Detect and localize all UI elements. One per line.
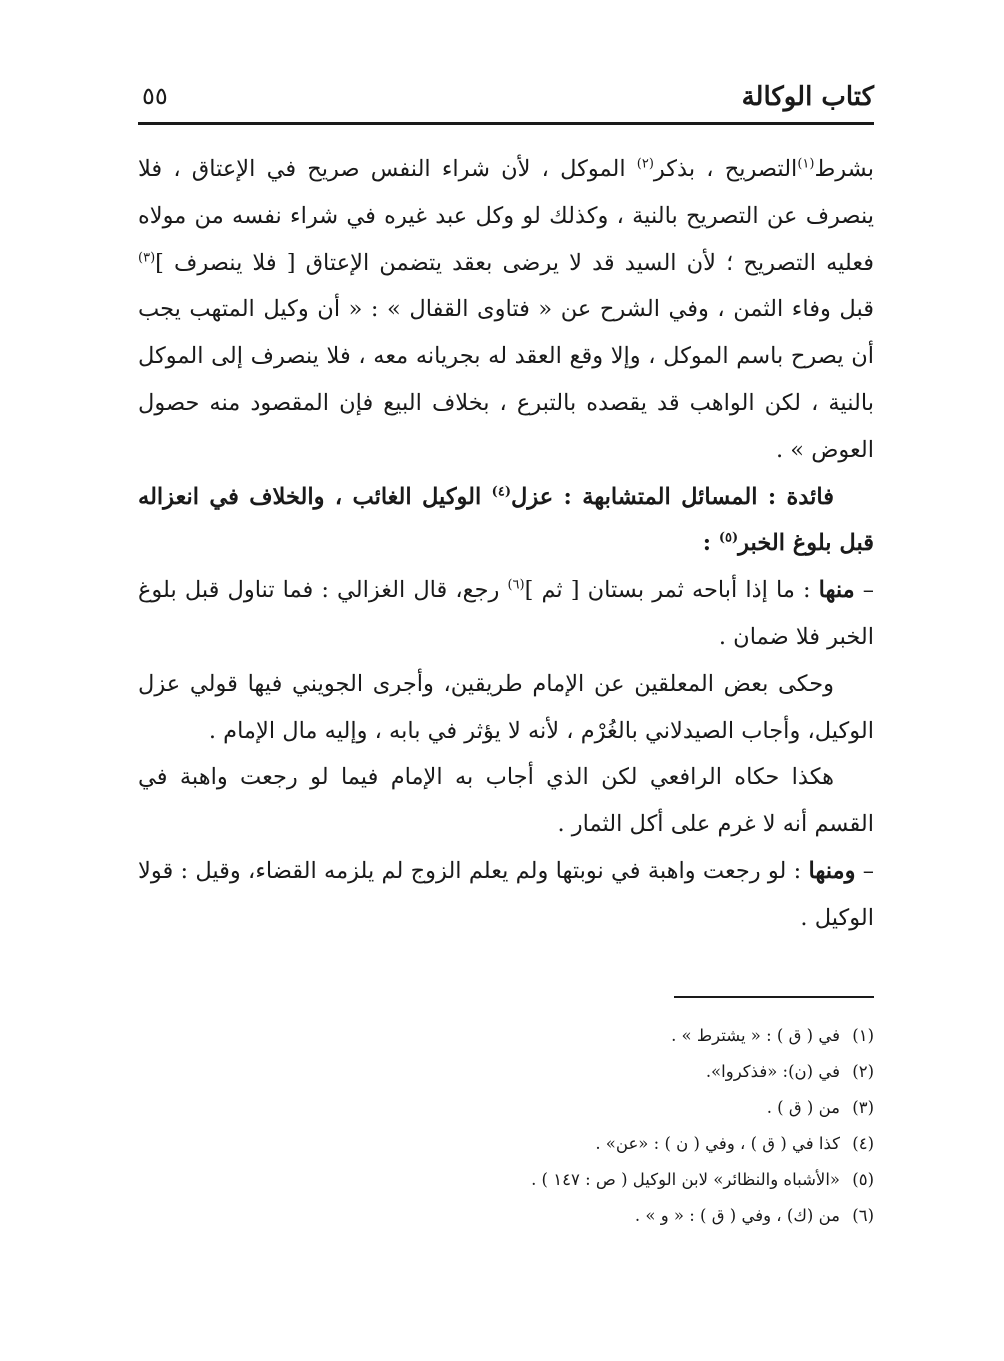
- footnote-6: [138, 1198, 874, 1234]
- footnote-number: (٦): [852, 1206, 874, 1225]
- footnotes: [138, 1018, 874, 1234]
- text-run: رجع، قال الغزالي : فما تناول قبل بلوغ الخبر فلا ضمان .: [138, 577, 874, 650]
- footnote-number: (٣): [852, 1098, 874, 1117]
- page-header: [138, 74, 874, 125]
- footnote-text: في (ن): «فذكروا».: [705, 1062, 840, 1081]
- paragraph-2-heading: [138, 474, 874, 568]
- footnote-separator: [674, 996, 874, 998]
- text-run: : لو رجعت واهبة في نوبتها ولم يعلم الزوج لم يلزمه القضاء، وقيل : قولا الوكيل .: [138, 857, 874, 931]
- paragraph-6: [138, 848, 874, 942]
- footnote-text: «الأشباه والنظائر» لابن الوكيل ( ص : ١٤٧ ) .: [531, 1170, 840, 1189]
- text-run: التصريح ، بذكر: [653, 156, 798, 182]
- page-number: ٥٥: [142, 82, 168, 110]
- footnote-marker-3: (٣): [138, 250, 156, 266]
- footnote-3: [138, 1090, 874, 1126]
- footnote-text: كذا في ( ق ) ، وفي ( ن ) : «عن» .: [595, 1134, 840, 1153]
- text-run: قبل وفاء الثمن ، وفي الشرح عن « فتاوى القفال » : « أن وكيل المتهب يجب أن يصرح باسم الموكل ، وإلا وقع العقد له بجريانه معه ، فلا ينصرف إلى الموكل بالنية ، لكن الواهب قد يقصده بالتبرع ، بخلاف البيع فإن المقصود منه حصول العوض » .: [138, 296, 874, 463]
- text-run: : ما إذا أباحه ثمر بستان [ ثم ]: [524, 577, 819, 604]
- paragraph-1: [138, 146, 874, 474]
- footnote-number: (٤): [852, 1134, 874, 1153]
- text-run: بشرط: [814, 156, 875, 182]
- paragraph-3: [138, 567, 874, 661]
- footnote-number: (١): [852, 1026, 874, 1045]
- book-title: كتاب الوكالة: [741, 82, 874, 112]
- footnote-2: [138, 1054, 874, 1090]
- footnote-marker-6: (٦): [507, 577, 525, 593]
- dash: –: [854, 577, 875, 604]
- footnote-marker-1: (١): [797, 156, 815, 172]
- lead-word: ومنها: [808, 857, 856, 884]
- footnote-marker-5: (٥): [718, 530, 739, 546]
- footnote-marker-4: (٤): [491, 484, 511, 500]
- footnote-text: من (ك) ، وفي ( ق ) : « و » .: [634, 1206, 840, 1225]
- dash: –: [855, 857, 874, 884]
- paragraph-4: وحكى بعض المعلقين عن الإمام طريقين، وأجرى الجويني فيها قولي عزل الوكيل، وأجاب الصيدلاني بالغُرْم ، لأنه لا يؤثر في بابه ، وإليه مال الإمام .: [138, 670, 874, 744]
- footnote-5: [138, 1162, 874, 1198]
- text-run: فائدة : المسائل المتشابهة : عزل: [510, 483, 834, 510]
- footnote-1: [138, 1018, 874, 1054]
- text-run: :: [702, 530, 719, 557]
- text-run: الموكل ، لأن شراء النفس صريح في الإعتاق ، فلا ينصرف عن التصريح بالنية ، وكذلك لو وكل عبد غيره في شراء نفسه من مولاه فعليه التصريح ؛ لأن السيد قد لا يرضى بعقد يتضمن الإعتاق [ فلا ينصرف ]: [138, 156, 874, 276]
- footnote-number: (٢): [852, 1062, 874, 1081]
- footnote-4: [138, 1126, 874, 1162]
- main-text: [138, 146, 874, 942]
- footnote-number: (٥): [852, 1170, 874, 1189]
- paragraph-5: هكذا حكاه الرافعي لكن الذي أجاب به الإمام فيما لو رجعت واهبة في القسم أنه لا غرم على أكل الثمار .: [138, 764, 874, 838]
- text-run: الوكيل الغائب ، والخلاف في انعزاله قبل بلوغ الخبر: [138, 483, 874, 557]
- footnote-marker-2: (٢): [636, 156, 654, 172]
- footnote-text: من ( ق ) .: [766, 1098, 840, 1117]
- lead-word: منها: [818, 577, 855, 604]
- footnote-text: في ( ق ) : « يشترط » .: [671, 1026, 840, 1045]
